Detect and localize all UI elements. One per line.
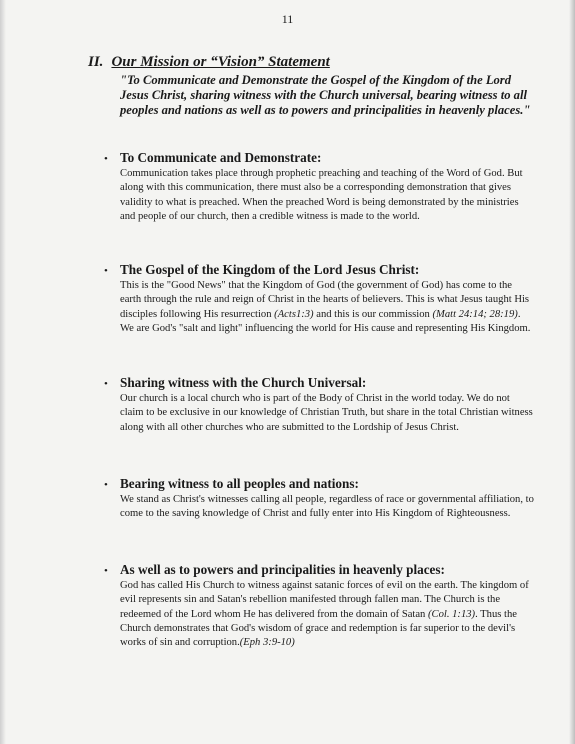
section-title-powers-principalities: As well as to powers and principalities in heavenly places:: [120, 562, 445, 577]
section-body-gospel: [120, 279, 534, 336]
section-body-communicate: Communication takes place through prophetic preaching and teaching of the Word of God. But along with this communication, there must also be a corresponding demonstration that gives validity to what is preached. When the preached Word is being demonstrated by the ministries and people of our church, then a credible witness is made to the world.: [120, 168, 523, 222]
section-body-sharing-witness: Our church is a local church who is part of the Body of Christ in the world today. We do not claim to be exclusive in our knowledge of Christian Truth, but share in the total Christian witness along with all other churches who are submitted to the Lordship of Jesus Christ.: [120, 393, 533, 433]
section-sharing-witness: [104, 375, 534, 435]
section-title-gospel: The Gospel of the Kingdom of the Lord Jesus Christ:: [120, 262, 420, 277]
body-text: . Thus the Church demonstrates that God's wisdom of grace and redemption is far superior to the devil's works of sin and corruption.: [120, 608, 517, 649]
scripture-citation: (Matt 24:14; 28:19): [432, 308, 518, 320]
body-text: and this is our commission: [313, 308, 433, 320]
body-text: . We are God's "salt and light" influencing the world for His cause and representing His Kingdom.: [120, 308, 531, 334]
section-powers-principalities: [104, 562, 534, 650]
scripture-citation: (Eph 3:9-10): [239, 637, 295, 649]
section-title-communicate: To Communicate and Demonstrate:: [120, 150, 322, 165]
bullet-marker: •: [104, 565, 108, 577]
section-body-powers-principalities: [120, 579, 534, 650]
section-heading: [88, 54, 330, 71]
scripture-citation: (Col. 1:13): [428, 608, 476, 620]
scan-edge-left: [0, 0, 6, 744]
body-text: God has called His Church to witness against satanic forces of evil on the earth. The kingdom of evil represents sin and Satan's rebellion manifested through fallen man. The Church is the redeemed of the Lord whom He has delivered from the domain of Satan: [120, 580, 529, 620]
vision-statement: "To Communicate and Demonstrate the Gospel of the Kingdom of the Lord Jesus Christ, sharing witness with the Church universal, bearing witness to all peoples and nations as well as to powers and principalities in heavenly places.": [120, 73, 531, 118]
scan-edge-right: [569, 0, 575, 744]
bullet-marker: •: [104, 153, 108, 165]
section-body-bearing-witness: We stand as Christ's witnesses calling all people, regardless of race or governmental affiliation, to come to the saving knowledge of Christ and fully enter into His Kingdom of Righteousness.: [120, 494, 534, 520]
section-numeral: II.: [88, 54, 104, 70]
section-title-bearing-witness: Bearing witness to all peoples and nations:: [120, 476, 359, 491]
scripture-citation: (Acts1:3): [274, 308, 314, 320]
section-title-sharing-witness: Sharing witness with the Church Universal:: [120, 375, 367, 390]
section-communicate: [104, 150, 534, 224]
bullet-marker: •: [104, 378, 108, 390]
section-gospel: [104, 262, 534, 336]
bullet-marker: •: [104, 265, 108, 277]
section-bearing-witness: [104, 476, 534, 522]
section-title: Our Mission or “Vision” Statement: [111, 54, 330, 70]
body-text: This is the "Good News" that the Kingdom of God (the government of God) has come to the earth through the rule and reign of Christ in the hearts of believers. This is what Jesus taught His disciples following His resurrection: [120, 280, 530, 320]
page-number: 11: [281, 12, 294, 26]
bullet-marker: •: [104, 479, 108, 491]
